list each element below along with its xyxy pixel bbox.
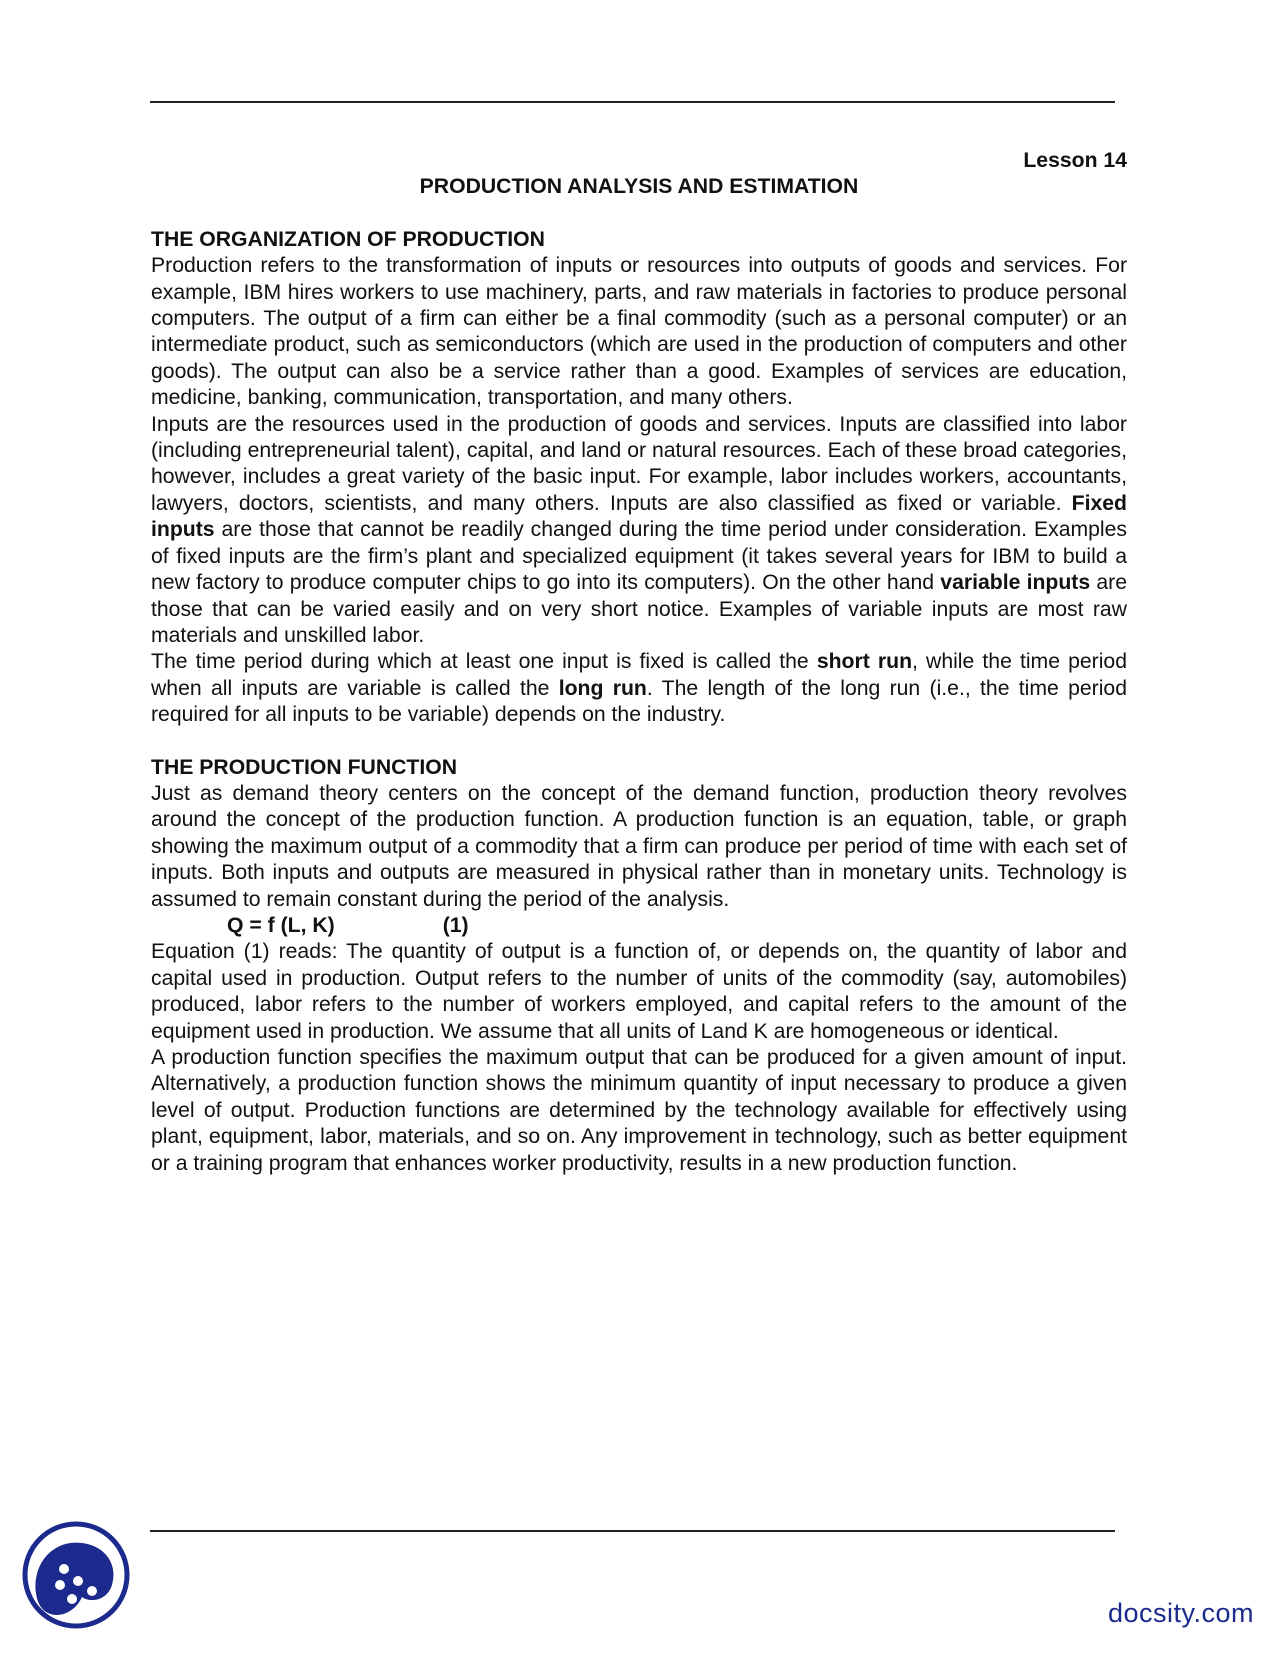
paragraph-organization-1: Production refers to the transformation of inputs or resources into outputs of goods and services. For example, IBM hires workers to use machinery, parts, and raw materials in factories to produce personal computers. The output of a firm can either be a final commodity (such as a personal computer) or an intermediate product, such as semiconductors (which are used in the production of computers and other goods). The output can also be a service rather than a good. Examples of services are education, medicine, banking, communication, transportation, and many others.: [151, 254, 1127, 410]
paragraph-production-function-2: Equation (1) reads: The quantity of output is a function of, or depends on, the quantity of labor and capital used in production. Output refers to the number of units of the commodity (say, automobiles) produced, labor refers to the number of workers employed, and capital refers to the amount of the equipment used in production. We assume that all units of Land K are homogeneous or identical.: [151, 940, 1127, 1043]
text-run: are those that cannot be readily changed during the time period under consideration. Examples of fixed inputs are the firm’s plant and specialized equipment (it takes several years for IBM to build a new factory to produce computer chips to go into its computers). On the other hand: [151, 518, 1127, 595]
bold-term: Fixed inputs: [151, 491, 1127, 542]
text-run: Inputs are the resources used in the production of goods and services. Inputs are classified into labor (including entrepreneurial talent), capital, and land or natural resources. Each of these broad categories, however, includes a great variety of the basic input. For example, labor includes workers, accountants, lawyers, doctors, scientists, and many others. Inputs are also classified as fixed or variable.: [151, 412, 1127, 515]
section-heading-organization: THE ORGANIZATION OF PRODUCTION: [151, 227, 545, 251]
paragraph-production-function-1: Just as demand theory centers on the concept of the demand function, production theory revolves around the concept of the production function. A production function is an equation, table, or graph showing the maximum output of a commodity that a firm can produce per period of time with each set of inputs. Both inputs and outputs are measured in physical rather than in monetary units. Technology is assumed to remain constant during the period of the analysis.: [151, 781, 1127, 911]
equation-formula: Q = f (L, K): [227, 913, 335, 937]
top-rule: [150, 101, 1115, 103]
paragraph-organization-3: [151, 649, 1127, 728]
text-run: , while the time period when all inputs are variable is called the: [151, 650, 1127, 700]
section-heading-production-function: THE PRODUCTION FUNCTION: [151, 755, 458, 779]
docsity-brand-link[interactable]: docsity.com: [1108, 1598, 1255, 1628]
text-run: . The length of the long run (i.e., the time period required for all inputs to be variable) depends on the industry.: [151, 676, 1127, 727]
document-page: [151, 148, 1127, 1177]
bold-term: short run: [816, 650, 913, 674]
paragraph-organization-2: [151, 412, 1127, 650]
text-run: are those that can be varied easily and on very short notice. Examples of variable inputs are most raw materials and unskilled labor.: [151, 571, 1127, 647]
equation-1: [151, 913, 1127, 939]
equation-number: (1): [442, 913, 469, 937]
bold-term: variable inputs: [940, 571, 1091, 595]
text-run: The time period during which at least one input is fixed is called the: [151, 650, 817, 674]
docsity-logo-icon: [20, 1519, 132, 1631]
bottom-rule: [150, 1530, 1115, 1532]
paragraph-production-function-3: A production function specifies the maximum output that can be produced for a given amount of input. Alternatively, a production function shows the minimum quantity of input necessary to produce a given level of output. Production functions are determined by the technology available for effectively using plant, equipment, labor, materials, and so on. Any improvement in technology, such as better equipment or a training program that enhances worker productivity, results in a new production function.: [151, 1046, 1127, 1175]
bold-term: long run: [558, 676, 647, 700]
lesson-number: Lesson 14: [1023, 149, 1127, 172]
document-title: PRODUCTION ANALYSIS AND ESTIMATION: [419, 175, 859, 199]
